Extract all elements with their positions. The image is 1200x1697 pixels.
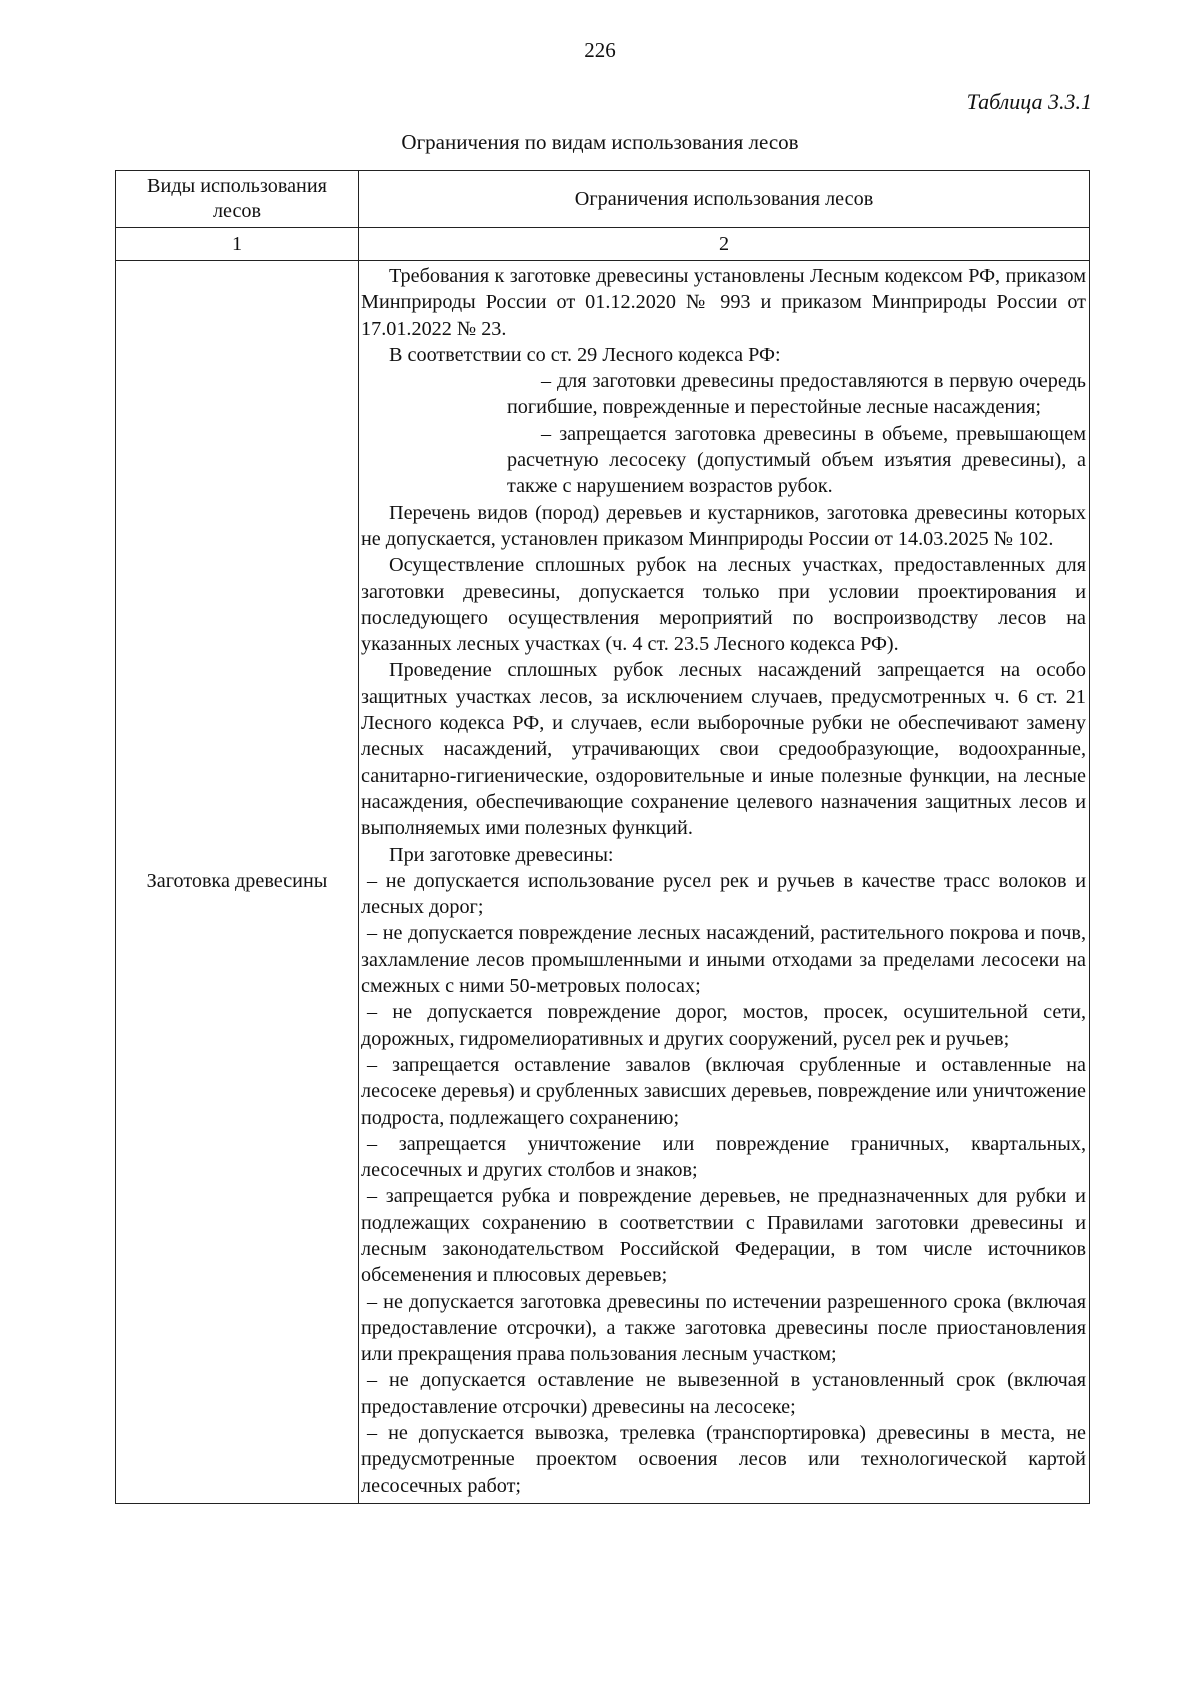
list-item: – не допускается заготовка древесины по истечении разрешенного срока (включая предоставление отсрочки), а также заготовка древесины после приостановления или прекращения права пользования лесным участком; <box>361 1290 1086 1366</box>
paragraph-clear-cutting: Осуществление сплошных рубок на лесных участках, предоставленных для заготовки древесины, допускается только при условии проектирования и последующего осуществления мероприятий по воспроизводству лесов на указанных лесных участках (ч. 4 ст. 23.5 Лесного кодекса РФ). <box>361 554 1086 656</box>
list-item: – не допускается оставление не вывезенной в установленный срок (включая предоставление отсрочки) древесины на лесосеке; <box>361 1369 1086 1418</box>
header-forest-use-types: Виды использования лесов <box>116 171 359 228</box>
column-number-1: 1 <box>116 228 359 261</box>
list-item: – не допускается повреждение лесных насаждений, растительного покрова и почв, захламление лесов промышленными и иными отходами за пределами лесосеки на смежных с ними 50-метровых полосах; <box>361 922 1086 998</box>
paragraph-protective-areas: Проведение сплошных рубок лесных насаждений запрещается на особо защитных участках лесов, за исключением случаев, предусмотренных ч. 6 ст. 21 Лесного кодекса РФ, и случаев, если выборочные рубки не обеспечивают замену лесных насаждений, утрачивающих свои средообразующие, водоохранные, санитарно-гигиенические, оздоровительные и иные полезные функции, на лесные насаждения, обеспечивающие сохранение целевого назначения защитных лесов и выполняемых ими полезных функций. <box>361 659 1086 840</box>
list-item: – запрещается уничтожение или повреждение граничных, квартальных, лесосечных и других столбов и знаков; <box>361 1132 1086 1182</box>
list-item: – запрещается рубка и повреждение деревьев, не предназначенных для рубки и подлежащих сохранению в соответствии с Правилами заготовки древесины и лесным законодательством Российской Федерации, в том числе источников обсеменения и плюсовых деревьев; <box>361 1185 1086 1287</box>
restrictions-table <box>115 170 1090 1504</box>
list-item: – запрещается оставление завалов (включая срубленные и оставленные на лесосеке деревья) и срубленных зависших деревьев, повреждение или уничтожение подроста, подлежащего сохранению; <box>361 1053 1086 1129</box>
list-item: – не допускается использование русел рек и ручьев в качестве трасс волоков и лесных дорог; <box>361 869 1086 919</box>
paragraph-article-29-intro: В соответствии со ст. 29 Лесного кодекса РФ: <box>389 343 781 366</box>
paragraph-species-list: Перечень видов (пород) деревьев и кустарников, заготовка древесины которых не допускается, установлен приказом Минприроды России от 14.03.2025 № 102. <box>361 501 1086 550</box>
table-header-row <box>116 171 1090 228</box>
table-row <box>116 261 1090 1504</box>
header-use-restrictions: Ограничения использования лесов <box>359 171 1090 228</box>
list-item: – для заготовки древесины предоставляются в первую очередь погибшие, поврежденные и перестойные лесные насаждения; <box>507 370 1086 419</box>
page-number: 226 <box>584 38 616 62</box>
table-title: Ограничения по видам использования лесов <box>401 130 799 154</box>
paragraph-requirements: Требования к заготовке древесины установлены Лесным кодексом РФ, приказом Минприроды России от 01.12.2020 № 993 и приказом Минприроды России от 17.01.2022 № 23. <box>361 265 1086 340</box>
column-number-2: 2 <box>359 228 1090 261</box>
restrictions-cell <box>359 261 1090 1504</box>
table-numbering-row <box>116 228 1090 261</box>
use-type-cell: Заготовка древесины <box>116 261 359 1504</box>
table-label: Таблица 3.3.1 <box>966 89 1092 114</box>
paragraph-harvesting-intro: При заготовке древесины: <box>389 843 614 866</box>
list-item: – запрещается заготовка древесины в объеме, превышающем расчетную лесосеку (допустимый объем изъятия древесины), а также с нарушением возрастов рубок. <box>507 422 1086 498</box>
list-item: – не допускается повреждение дорог, мостов, просек, осушительной сети, дорожных, гидромелиоративных и других сооружений, русел рек и ручьев; <box>361 1001 1086 1050</box>
list-item: – не допускается вывозка, трелевка (транспортировка) древесины в места, не предусмотренные проектом освоения лесов или технологической картой лесосечных работ; <box>361 1422 1086 1497</box>
